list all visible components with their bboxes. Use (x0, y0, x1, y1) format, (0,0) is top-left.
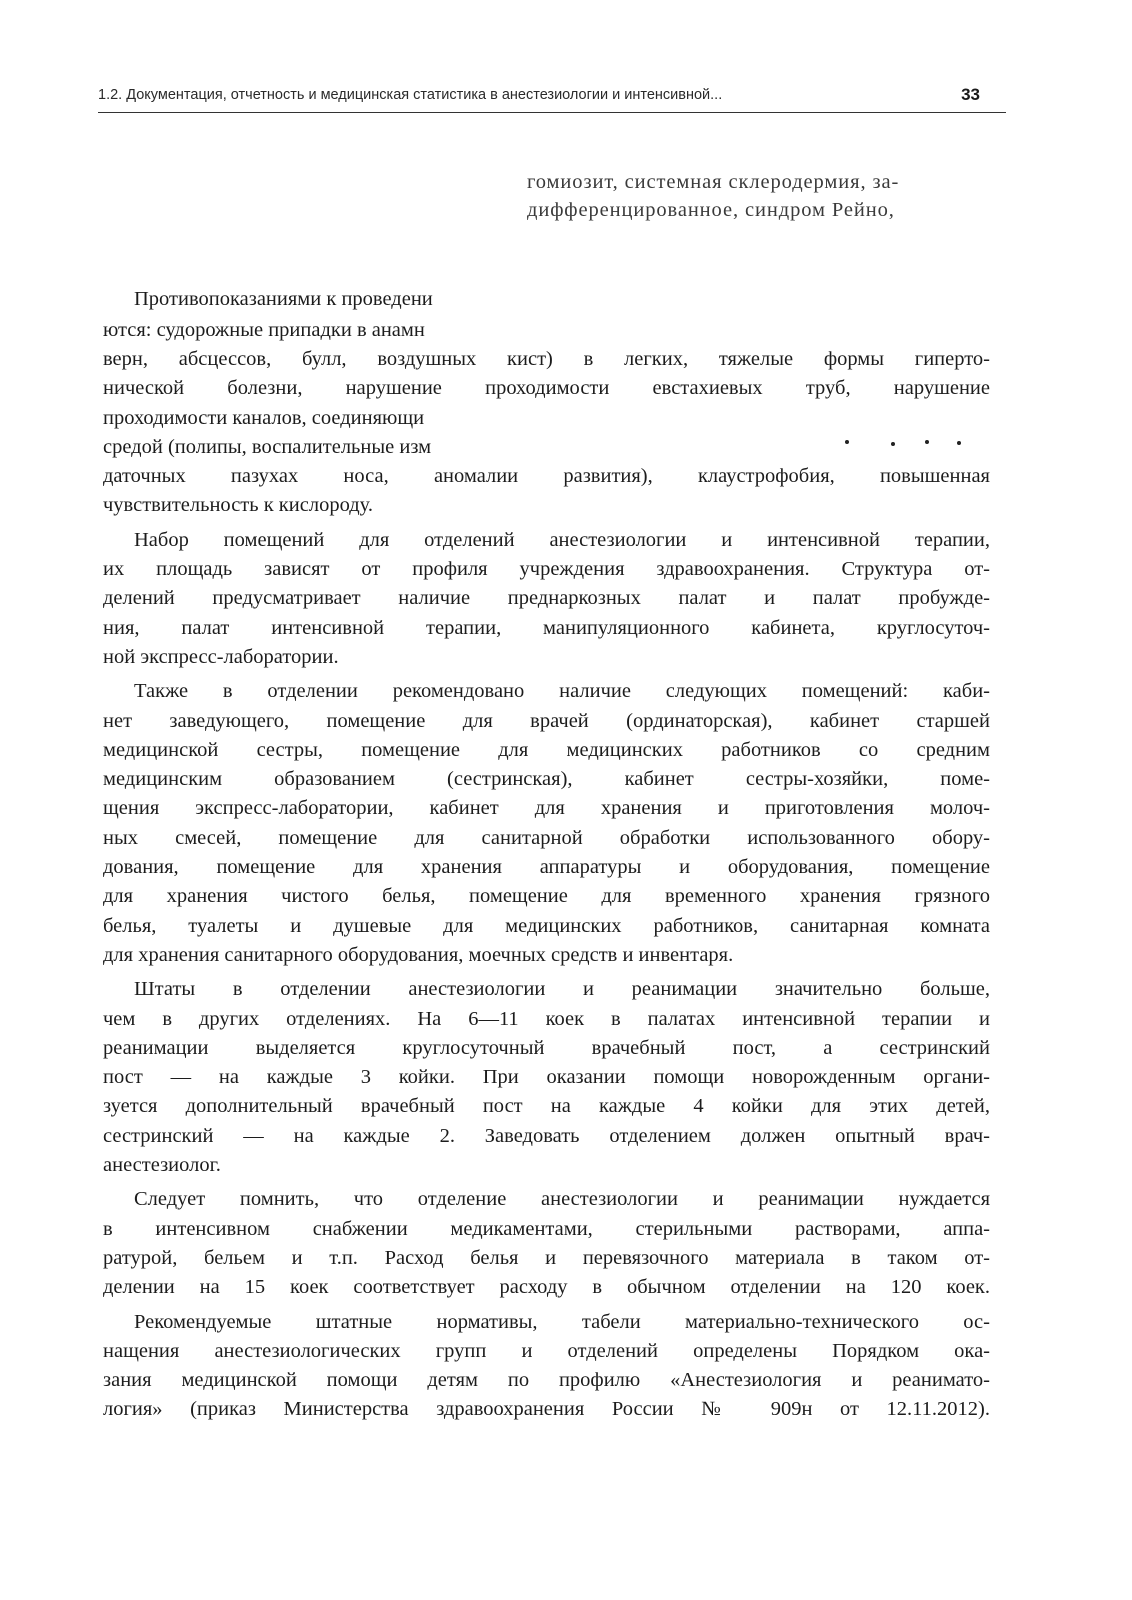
paragraph (103, 1308, 990, 1425)
text-line: в интенсивном снабжении медикаментами, стерильными растворами, аппа- (103, 1217, 990, 1240)
running-header (98, 84, 1006, 113)
text-line: нет заведующего, помещение для врачей (ординаторская), кабинет старшей (103, 709, 990, 732)
text-line: белья, туалеты и душевые для медицинских работников, санитарная комната (103, 914, 990, 937)
text-line: реанимации выделяется круглосуточный врачебный пост, а сестринский (103, 1036, 990, 1059)
text-line: для хранения санитарного оборудования, моечных средств и инвентаря. (103, 943, 734, 966)
text-line: Штаты в отделении анестезиологии и реанимации значительно больше, (134, 978, 990, 1001)
text-line: проходимости каналов, соединяющи (103, 406, 425, 429)
fragment-line: дифференцированное, синдром Рейно, (527, 199, 895, 221)
text-line: щения экспресс-лаборатории, кабинет для хранения и приготовления молоч- (103, 797, 990, 820)
partial-line: Противопоказаниями к проведени (134, 288, 433, 310)
text-line: даточных пазухах носа, аномалии развития), клаустрофобия, повышенная (103, 465, 990, 488)
body-text (103, 345, 990, 1425)
text-line: делений предусматривает наличие преднаркозных палат и палат пробужде- (103, 587, 990, 610)
text-line: верн, абсцессов, булл, воздушных кист) в легких, тяжелые формы гиперто- (103, 348, 990, 370)
text-line: зания медицинской помощи детям по профилю «Анестезиология и реанимато- (103, 1369, 990, 1392)
text-line: пост — на каждые 3 койки. При оказании помощи новорожденным органи- (103, 1066, 990, 1089)
partial-line: ются: судорожные припадки в анамн (103, 319, 425, 341)
text-line: чувствительность к кислороду. (103, 494, 373, 517)
text-line: нической болезни, нарушение проходимости евстахиевых труб, нарушение (103, 377, 990, 400)
paragraph (103, 677, 990, 970)
fragment-line: гомиозит, системная склеродермия, за- (527, 171, 900, 193)
text-line: Следует помнить, что отделение анестезиологии и реанимации нуждается (134, 1188, 990, 1211)
text-line: чем в других отделениях. На 6—11 коек в палатах интенсивной терапии и (103, 1007, 990, 1030)
text-line: ных смесей, помещение для санитарной обработки использованного обору- (103, 826, 990, 849)
text-line: ратурой, бельем и т.п. Расход белья и перевязочного материала в таком от- (103, 1246, 990, 1269)
text-line: логия» (приказ Министерства здравоохранения России № 909н от 12.11.2012). (103, 1398, 990, 1421)
text-line: делении на 15 коек соответствует расходу в обычном отделении на 120 коек. (103, 1276, 990, 1299)
paragraph (103, 975, 990, 1180)
text-line: средой (полипы, воспалительные изм (103, 435, 432, 458)
text-line: Набор помещений для отделений анестезиологии и интенсивной терапии, (134, 528, 990, 551)
text-line: анестезиолог. (103, 1154, 221, 1177)
text-line: сестринский — на каждые 2. Заведовать отделением должен опытный врач- (103, 1124, 990, 1147)
page-number: 33 (961, 85, 980, 104)
text-line: зуется дополнительный врачебный пост на каждые 4 койки для этих детей, (103, 1095, 990, 1118)
text-line: Также в отделении рекомендовано наличие следующих помещений: каби- (134, 680, 990, 703)
text-line: ной экспресс-лаборатории. (103, 645, 339, 668)
paragraph (103, 526, 990, 672)
paragraph (103, 345, 990, 521)
running-header-title: 1.2. Документация, отчетность и медицинская статистика в анестезиологии и интенсивной... (98, 87, 723, 103)
text-line: ния, палат интенсивной терапии, манипуляционного кабинета, круглосуточ- (103, 616, 990, 639)
paragraph (103, 1185, 990, 1302)
text-line: Рекомендуемые штатные нормативы, табели материально-технического ос- (134, 1310, 990, 1333)
text-line: для хранения чистого белья, помещение для временного хранения грязного (103, 885, 990, 908)
text-line: нащения анестезиологических групп и отделений определены Порядком ока- (103, 1339, 990, 1362)
text-line: медицинским образованием (сестринская), кабинет сестры-хозяйки, поме- (103, 768, 990, 791)
text-line: дования, помещение для хранения аппаратуры и оборудования, помещение (103, 856, 990, 879)
text-line: медицинской сестры, помещение для медицинских работников со средним (103, 738, 990, 761)
text-line: их площадь зависят от профиля учреждения здравоохранения. Структура от- (103, 558, 990, 581)
